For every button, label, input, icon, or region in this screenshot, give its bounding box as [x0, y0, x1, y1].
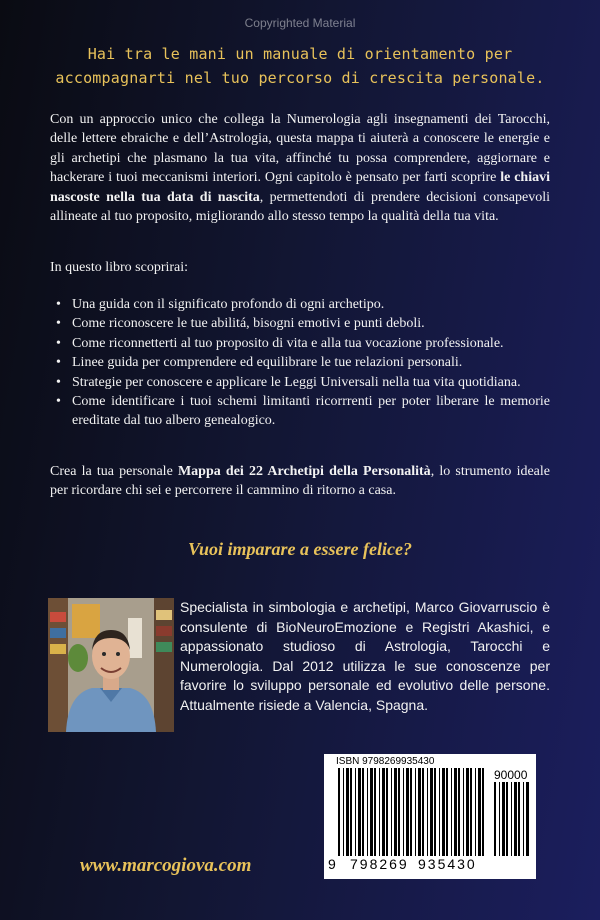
barcode-bar [386, 768, 388, 856]
list-item [50, 373, 550, 392]
price-code-label: 90000 [494, 768, 528, 782]
closing-text-2: , lo strumento ideale per ricordare chi sei e percorrere il cammino di ritorno a casa. [50, 464, 551, 499]
bullet-icon: • [56, 394, 61, 410]
barcode-digits-right: 935430 [418, 856, 477, 872]
intro-bold-text: le chiavi nascoste nella tua data di nascita [50, 170, 550, 205]
isbn-label: ISBN 9798269935430 [336, 756, 435, 767]
headline-line-2: accompagnarti nel tuo percorso di crescita personale. [55, 69, 545, 87]
list-item-text: Come identificare i tuoi schemi limitanti ricorrrenti per poter liberare le memorie ereditate dal tuo albero genealogico. [72, 394, 550, 429]
barcode-bar [502, 782, 505, 856]
list-item [50, 334, 550, 353]
barcode-bar [475, 768, 476, 856]
barcode-bar [523, 782, 524, 856]
headline [30, 42, 570, 90]
barcode-bar [478, 768, 481, 856]
barcode-bar [374, 768, 376, 856]
author-photo [48, 598, 174, 732]
barcode-bar [394, 768, 397, 856]
barcode-bar [511, 782, 512, 856]
barcode-bar [391, 768, 392, 856]
list-item-text: Come riconoscere le tue abilitá, bisogni emotivi e punti deboli. [72, 316, 425, 332]
author-portrait-image [48, 598, 174, 732]
barcode-bar [454, 768, 457, 856]
list-item-text: Come riconnetterti al tuo proposito di vita e alla tua vocazione professionale. [72, 335, 504, 351]
barcode-bar [410, 768, 412, 856]
barcode-bar [370, 768, 373, 856]
barcode-bar [434, 768, 436, 856]
barcode-bar [439, 768, 440, 856]
barcode-bar [358, 768, 361, 856]
barcode-digit-first: 9 [328, 856, 336, 872]
closing-bold-text: Mappa dei 22 Archetipi della Personalità [177, 464, 431, 479]
feature-list [50, 295, 550, 431]
barcode-bar [422, 768, 424, 856]
intro-paragraph [50, 110, 550, 226]
barcode-bar [494, 782, 496, 856]
barcode-bar [446, 768, 448, 856]
barcode-bar [415, 768, 416, 856]
barcode-bar [514, 782, 517, 856]
barcode-bar [526, 782, 529, 856]
barcode-bar [355, 768, 356, 856]
discover-heading: In questo libro scoprirai: [50, 260, 189, 275]
barcode-bar [518, 782, 520, 856]
barcode-bar [367, 768, 368, 856]
barcode-bar [430, 768, 433, 856]
website-link[interactable]: www.marcogiova.com [80, 855, 252, 876]
intro-text-2: , permettendoti di prendere decisioni consapevoli allineate al tuo proposito, migliorando allo stesso tempo la qualità della tua vita. [50, 189, 550, 225]
barcode-bar [418, 768, 421, 856]
author-bio: Specialista in simbologia e archetipi, Marco Giovarruscio è consulente di BioNeuroEmozione e Registri Akashici, e appassionato studioso di Astrologia, Tarocchi e Numerologia. Dal 2012 utilizza le sue conoscenze per favorire lo sviluppo personale ed evolutivo delle persone. Attualmente risiede a Valencia, Spagna. [180, 599, 550, 713]
closing-text-1: Crea la tua personale [50, 464, 178, 479]
intro-text-1: Con un approccio unico che collega la Numerologia agli insegnamenti dei Tarocchi, delle lettere ebraiche e dell’Astrologia, questa mappa ti aiuterà a conoscere le energie e gli archetipi che plasmano la tua vita, affinché tu possa comprendere, aggiornare e hackerare i tuoi meccanismi interiori. Ogni capitolo è pensato per farti scoprire [50, 112, 550, 186]
barcode-bar [463, 768, 464, 856]
barcode-bar [398, 768, 400, 856]
list-item [50, 353, 550, 372]
bullet-icon: • [56, 316, 61, 332]
barcode-bar [506, 782, 508, 856]
barcode-bar [427, 768, 428, 856]
barcode-bar [382, 768, 385, 856]
barcode-bar [362, 768, 364, 856]
barcode-bar [458, 768, 460, 856]
copyright-watermark: Copyrighted Material [244, 16, 356, 30]
list-item-text: Linee guida per comprendere ed equilibrare le tue relazioni personali. [72, 355, 463, 371]
list-item [50, 314, 550, 333]
addon-barcode-bars [494, 782, 532, 856]
barcode-bar [406, 768, 409, 856]
barcode-bar [346, 768, 349, 856]
bullet-icon: • [56, 355, 61, 371]
barcode-bar [499, 782, 500, 856]
bullet-icon: • [56, 335, 61, 351]
headline-line-1: Hai tra le mani un manuale di orientamento per [87, 45, 513, 63]
barcode-bar [451, 768, 452, 856]
list-item [50, 295, 550, 314]
barcode-bar [338, 768, 340, 856]
list-item [50, 392, 550, 431]
list-item-text: Strategie per conoscere e applicare le Leggi Universali nella tua vita quotidiana. [72, 374, 521, 390]
barcode-bar [466, 768, 469, 856]
barcode-digits-left: 798269 [350, 856, 409, 872]
barcode-bar [403, 768, 404, 856]
bullet-icon: • [56, 297, 61, 312]
isbn-barcode [324, 754, 536, 879]
barcode-bar [350, 768, 352, 856]
tagline-question: Vuoi imparare a essere felice? [188, 539, 412, 559]
bullet-icon: • [56, 374, 61, 390]
barcode-bar [482, 768, 484, 856]
barcode-bar [379, 768, 380, 856]
barcode-bar [343, 768, 344, 856]
barcode-bar [470, 768, 472, 856]
closing-paragraph [50, 462, 550, 501]
barcode-bar [442, 768, 445, 856]
list-item-text: Una guida con il significato profondo di ogni archetipo. [72, 297, 385, 312]
ean-barcode-bars [338, 768, 488, 856]
